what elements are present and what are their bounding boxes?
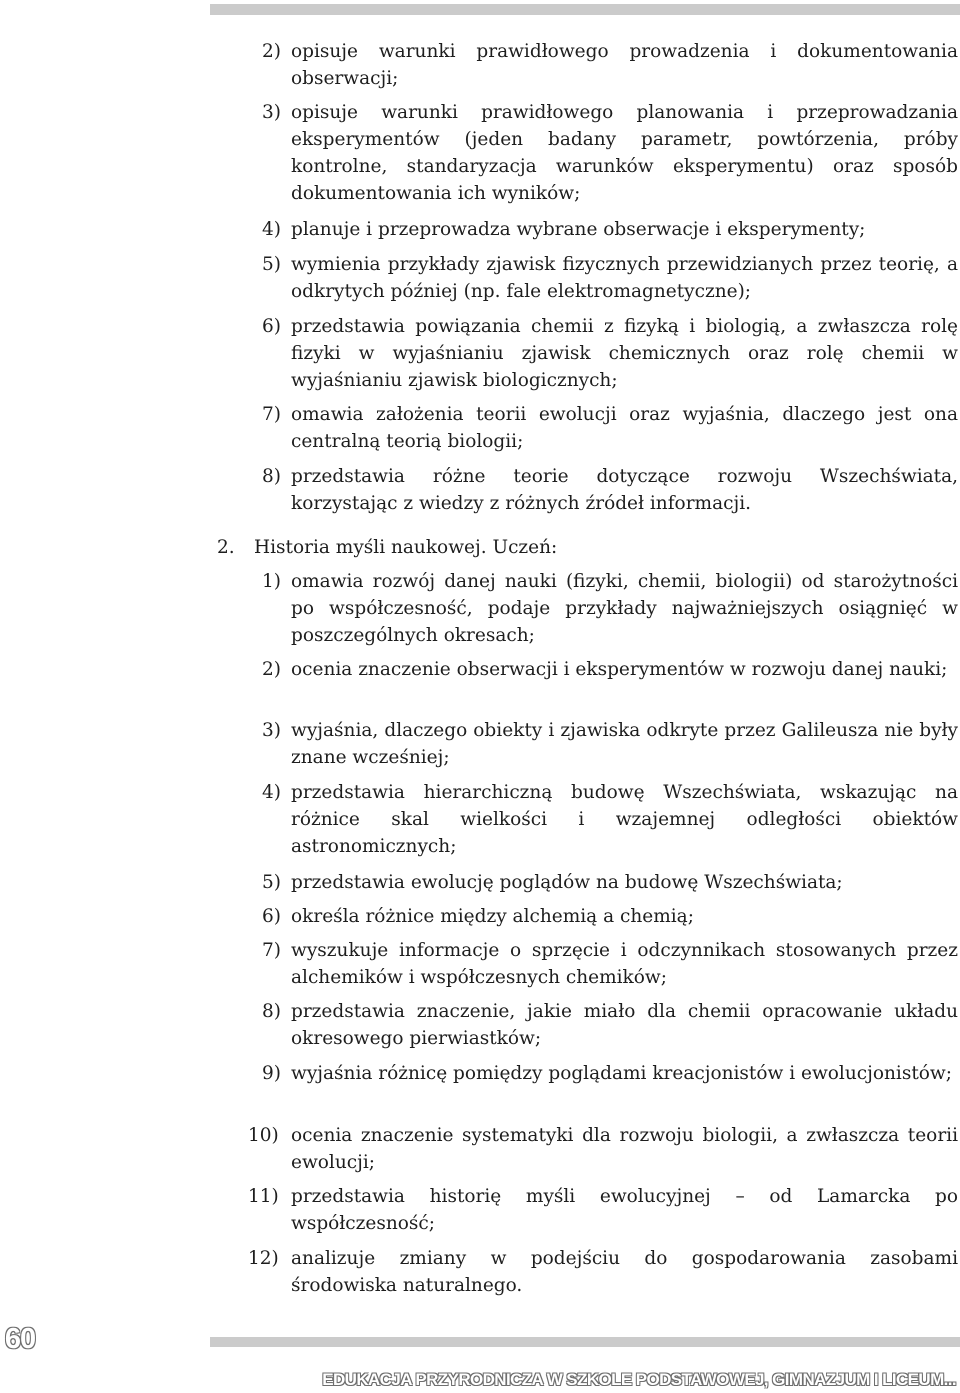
item-number: 12) <box>248 1248 279 1269</box>
list-item <box>262 568 958 649</box>
item-number: 2) <box>262 659 281 680</box>
page-number: 60 <box>4 1323 36 1355</box>
item-number: 5) <box>262 872 281 893</box>
top-rule <box>210 4 960 15</box>
list-item <box>262 401 958 455</box>
item-text: przedstawia historię myśli ewolucyjnej – od Lamarcka po współczesność; <box>291 1186 958 1234</box>
item-text: wyjaśnia różnicę pomiędzy poglądami kreacjonistów i ewolucjonistów; <box>291 1063 952 1084</box>
item-number: 10) <box>248 1125 279 1146</box>
list-item <box>248 1245 958 1299</box>
list-item <box>262 903 958 930</box>
item-text: wyszukuje informacje o sprzęcie i odczynnikach stosowanych przez alchemików i współczesnych chemików; <box>291 940 958 988</box>
item-text: przedstawia znaczenie, jakie miało dla chemii opracowanie układu okresowego pierwiastków; <box>291 1001 958 1049</box>
item-number: 6) <box>262 906 281 927</box>
item-number: 5) <box>262 254 281 275</box>
item-text: przedstawia powiązania chemii z fizyką i biologią, a zwłaszcza rolę fizyki w wyjaśnianiu zjawisk chemicznych oraz rolę chemii w wyjaśnianiu zjawisk biologicznych; <box>291 316 958 391</box>
item-number: 11) <box>248 1186 279 1207</box>
item-number: 1) <box>262 571 281 592</box>
list-item <box>262 38 958 92</box>
item-text: opisuje warunki prawidłowego prowadzenia i dokumentowania obserwacji; <box>291 41 958 89</box>
list-item <box>262 937 958 991</box>
item-number: 7) <box>262 404 281 425</box>
item-number: 4) <box>262 219 281 240</box>
section-heading <box>217 534 557 561</box>
list-item <box>262 717 958 771</box>
list-item <box>262 216 958 243</box>
item-text: wyjaśnia, dlaczego obiekty i zjawiska odkryte przez Galileusza nie były znane wcześniej; <box>291 720 958 768</box>
list-item <box>262 463 958 517</box>
item-number: 9) <box>262 1063 281 1084</box>
list-item <box>248 1122 958 1176</box>
item-text: analizuje zmiany w podejściu do gospodarowania zasobami środowiska naturalnego. <box>291 1248 958 1296</box>
item-number: 4) <box>262 782 281 803</box>
bottom-rule <box>210 1337 960 1347</box>
list-item <box>248 1183 958 1237</box>
item-text: wymienia przykłady zjawisk fizycznych przewidzianych przez teorię, a odkrytych później (np. fale elektromagnetyczne); <box>291 254 958 302</box>
item-text: omawia rozwój danej nauki (fizyki, chemii, biologii) od starożytności po współczesność, podaje przykłady najważniejszych osiągnięć w poszczególnych okresach; <box>291 571 958 646</box>
list-item <box>262 99 958 207</box>
list-item <box>262 869 958 896</box>
item-text: ocenia znaczenie obserwacji i eksperymentów w rozwoju danej nauki; <box>291 659 948 680</box>
item-number: 3) <box>262 720 281 741</box>
list-item <box>262 779 958 860</box>
item-text: przedstawia hierarchiczną budowę Wszechświata, wskazując na różnice skal wielkości i wzajemnej odległości obiektów astronomicznych; <box>291 782 958 857</box>
item-text: omawia założenia teorii ewolucji oraz wyjaśnia, dlaczego jest ona centralną teorią biologii; <box>291 404 958 452</box>
list-item <box>262 251 958 305</box>
item-number: 6) <box>262 316 281 337</box>
list-item <box>262 313 958 394</box>
item-number: 2) <box>262 41 281 62</box>
item-text: ocenia znaczenie systematyki dla rozwoju biologii, a zwłaszcza teorii ewolucji; <box>291 1125 958 1173</box>
section-title: Historia myśli naukowej. Uczeń: <box>254 537 558 558</box>
item-text: przedstawia ewolucję poglądów na budowę Wszechświata; <box>291 872 843 893</box>
item-number: 8) <box>262 466 281 487</box>
item-text: opisuje warunki prawidłowego planowania i przeprowadzania eksperymentów (jeden badany parametr, powtórzenia, próby kontrolne, standaryzacja warunków eksperymentu) oraz sposób dokumentowania ich wyników; <box>291 102 958 204</box>
item-number: 3) <box>262 102 281 123</box>
item-text: określa różnice między alchemią a chemią; <box>291 906 694 927</box>
section-number: 2. <box>217 537 235 558</box>
item-number: 8) <box>262 1001 281 1022</box>
list-item <box>262 656 958 683</box>
list-item <box>262 1060 958 1087</box>
list-item <box>262 998 958 1052</box>
item-text: przedstawia różne teorie dotyczące rozwoju Wszechświata, korzystając z wiedzy z różnych źródeł informacji. <box>291 466 958 514</box>
item-text: planuje i przeprowadza wybrane obserwacje i eksperymenty; <box>291 219 866 240</box>
running-title: EDUKACJA PRZYRODNICZA W SZKOLE PODSTAWOWEJ, GIMNAZJUM I LICEUM... <box>322 1370 956 1389</box>
item-number: 7) <box>262 940 281 961</box>
